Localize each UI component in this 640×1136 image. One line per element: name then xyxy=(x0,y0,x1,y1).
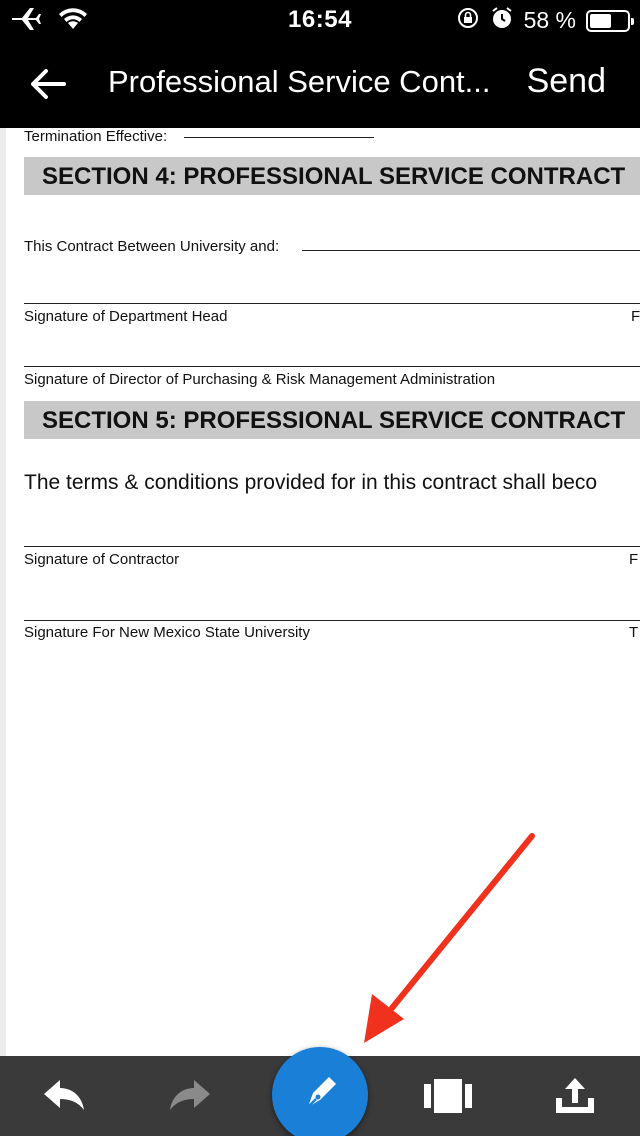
redo-icon xyxy=(168,1076,212,1116)
redo-button[interactable] xyxy=(168,1076,212,1116)
termination-field[interactable] xyxy=(184,137,374,138)
pages-button[interactable] xyxy=(424,1076,468,1116)
status-time: 16:54 xyxy=(288,6,352,33)
undo-button[interactable] xyxy=(42,1076,86,1116)
pen-icon xyxy=(300,1073,340,1113)
back-button[interactable] xyxy=(24,60,72,108)
contract-between-field[interactable] xyxy=(302,250,640,251)
status-bar xyxy=(0,0,640,40)
termination-label: Termination Effective: xyxy=(24,128,168,145)
back-arrow-icon xyxy=(24,60,72,108)
pages-icon xyxy=(424,1076,472,1116)
orientation-lock-icon xyxy=(456,6,480,35)
battery-icon xyxy=(586,10,630,32)
share-button[interactable] xyxy=(553,1076,597,1116)
terms-text: The terms & conditions provided for in this contract shall beco xyxy=(24,471,598,494)
send-button[interactable]: Send xyxy=(526,62,606,100)
contractor-right-label: F xyxy=(629,551,639,568)
nmsu-signature-label: Signature For New Mexico State University xyxy=(24,624,310,641)
contractor-signature-label: Signature of Contractor xyxy=(24,551,180,568)
contract-between-label: This Contract Between University and: xyxy=(24,238,280,255)
undo-icon xyxy=(42,1076,86,1116)
document-page[interactable] xyxy=(6,128,640,1056)
document-title: Professional Service Cont... xyxy=(108,64,491,99)
contractor-signature-line[interactable] xyxy=(24,546,640,547)
status-right xyxy=(456,6,630,35)
document-viewer[interactable] xyxy=(0,128,640,1056)
share-icon xyxy=(553,1076,597,1116)
nav-bar xyxy=(0,40,640,128)
nmsu-right-label: T xyxy=(629,624,639,641)
pen-tool-button[interactable] xyxy=(272,1047,368,1136)
department-head-signature-label: Signature of Department Head xyxy=(24,308,228,325)
alarm-icon xyxy=(490,6,514,35)
nmsu-signature-line[interactable] xyxy=(24,620,640,621)
director-signature-line[interactable] xyxy=(24,366,640,367)
section4-title: SECTION 4: PROFESSIONAL SERVICE CONTRACT xyxy=(42,163,626,190)
director-signature-label: Signature of Director of Purchasing & Risk Management Administration xyxy=(24,371,496,388)
department-head-signature-line[interactable] xyxy=(24,303,640,304)
battery-percent: 58 % xyxy=(523,7,576,33)
department-head-right-label: F xyxy=(631,308,640,325)
section5-title: SECTION 5: PROFESSIONAL SERVICE CONTRACT xyxy=(42,407,626,434)
